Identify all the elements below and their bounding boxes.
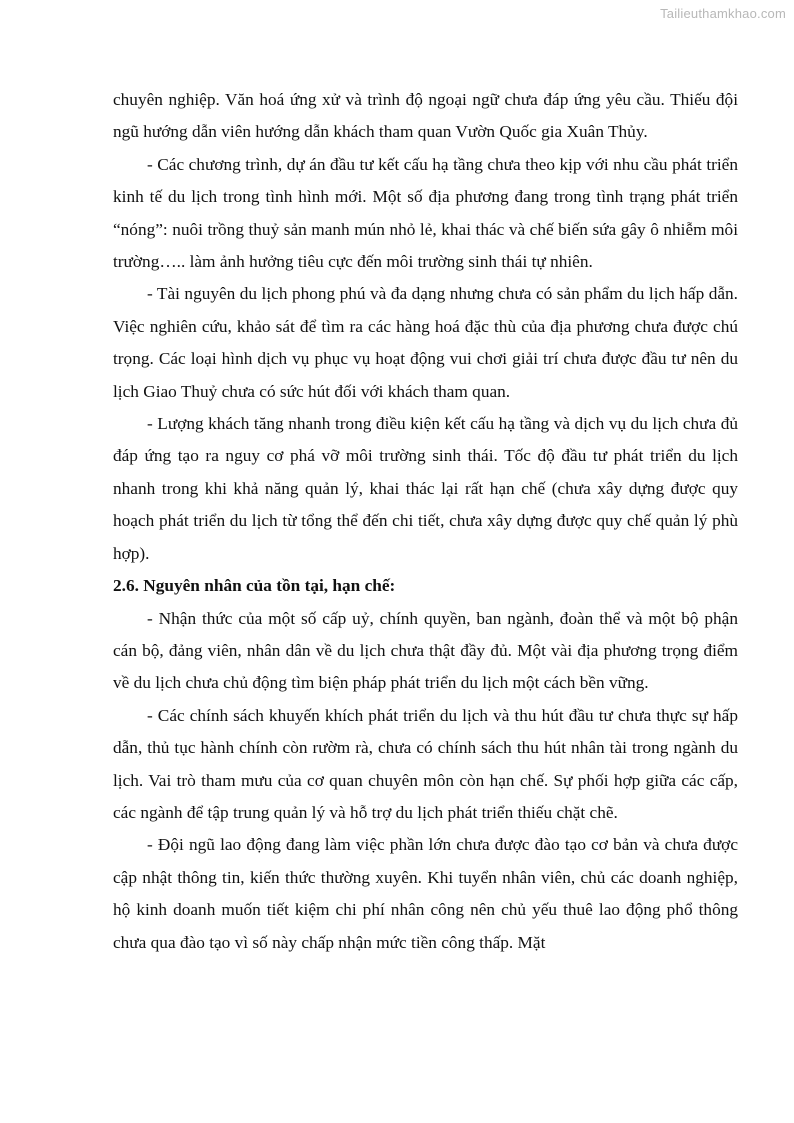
page-content — [113, 84, 738, 959]
paragraph: - Nhận thức của một số cấp uỷ, chính quyền, ban ngành, đoàn thể và một bộ phận cán bộ, đảng viên, nhân dân về du lịch chưa thật đầy đủ. Một vài địa phương trọng điểm về du lịch chưa chủ động tìm biện pháp phát triển du lịch một cách bền vững. — [113, 608, 738, 693]
paragraph: - Tài nguyên du lịch phong phú và đa dạng nhưng chưa có sản phẩm du lịch hấp dẫn. Việc nghiên cứu, khảo sát để tìm ra các hàng hoá đặc thù của địa phương chưa được chú trọng. Các loại hình dịch vụ phục vụ hoạt động vui chơi giải trí chưa được đầu tư nên du lịch Giao Thuỷ chưa có sức hút đối với khách tham quan. — [113, 284, 738, 401]
paragraph: - Đội ngũ lao động đang làm việc phần lớn chưa được đào tạo cơ bản và chưa được cập nhật thông tin, kiến thức thường xuyên. Khi tuyển nhân viên, chủ các doanh nghiệp, hộ kinh doanh muốn tiết kiệm chi phí nhân công nên chủ yếu thuê lao động phổ thông chưa qua đào tạo vì số này chấp nhận mức tiền công thấp. Mặt — [113, 835, 738, 952]
paragraph: - Các chính sách khuyến khích phát triển du lịch và thu hút đầu tư chưa thực sự hấp dẫn, thủ tục hành chính còn rườm rà, chưa có chính sách thu hút nhân tài trong ngành du lịch. Vai trò tham mưu của cơ quan chuyên môn còn hạn chế. Sự phối hợp giữa các cấp, các ngành để tập trung quản lý và hỗ trợ du lịch phát triển thiếu chặt chẽ. — [113, 705, 738, 822]
paragraph: - Lượng khách tăng nhanh trong điều kiện kết cấu hạ tầng và dịch vụ du lịch chưa đủ đáp ứng tạo ra nguy cơ phá vỡ môi trường sinh thái. Tốc độ đầu tư phát triển du lịch nhanh trong khi khả năng quản lý, khai thác lại rất hạn chế (chưa xây dựng được quy hoạch phát triển du lịch từ tổng thể đến chi tiết, chưa xây dựng được quy chế quản lý phù hợp). — [113, 414, 738, 563]
paragraph: chuyên nghiệp. Văn hoá ứng xử và trình độ ngoại ngữ chưa đáp ứng yêu cầu. Thiếu đội ngũ hướng dẫn viên hướng dẫn khách tham quan Vườn Quốc gia Xuân Thủy. — [113, 90, 738, 142]
watermark: Tailieuthamkhao.com — [660, 6, 786, 21]
paragraph: - Các chương trình, dự án đầu tư kết cấu hạ tầng chưa theo kịp với nhu cầu phát triển kinh tế du lịch trong tình hình mới. Một số địa phương đang trong tình trạng phát triển “nóng”: nuôi trồng thuỷ sản manh mún nhỏ lẻ, khai thác và chế biến sứa gây ô nhiễm môi trường….. làm ảnh hưởng tiêu cực đến môi trường sinh thái tự nhiên. — [113, 154, 738, 272]
section-heading: 2.6. Nguyên nhân của tồn tại, hạn chế: — [113, 576, 396, 596]
